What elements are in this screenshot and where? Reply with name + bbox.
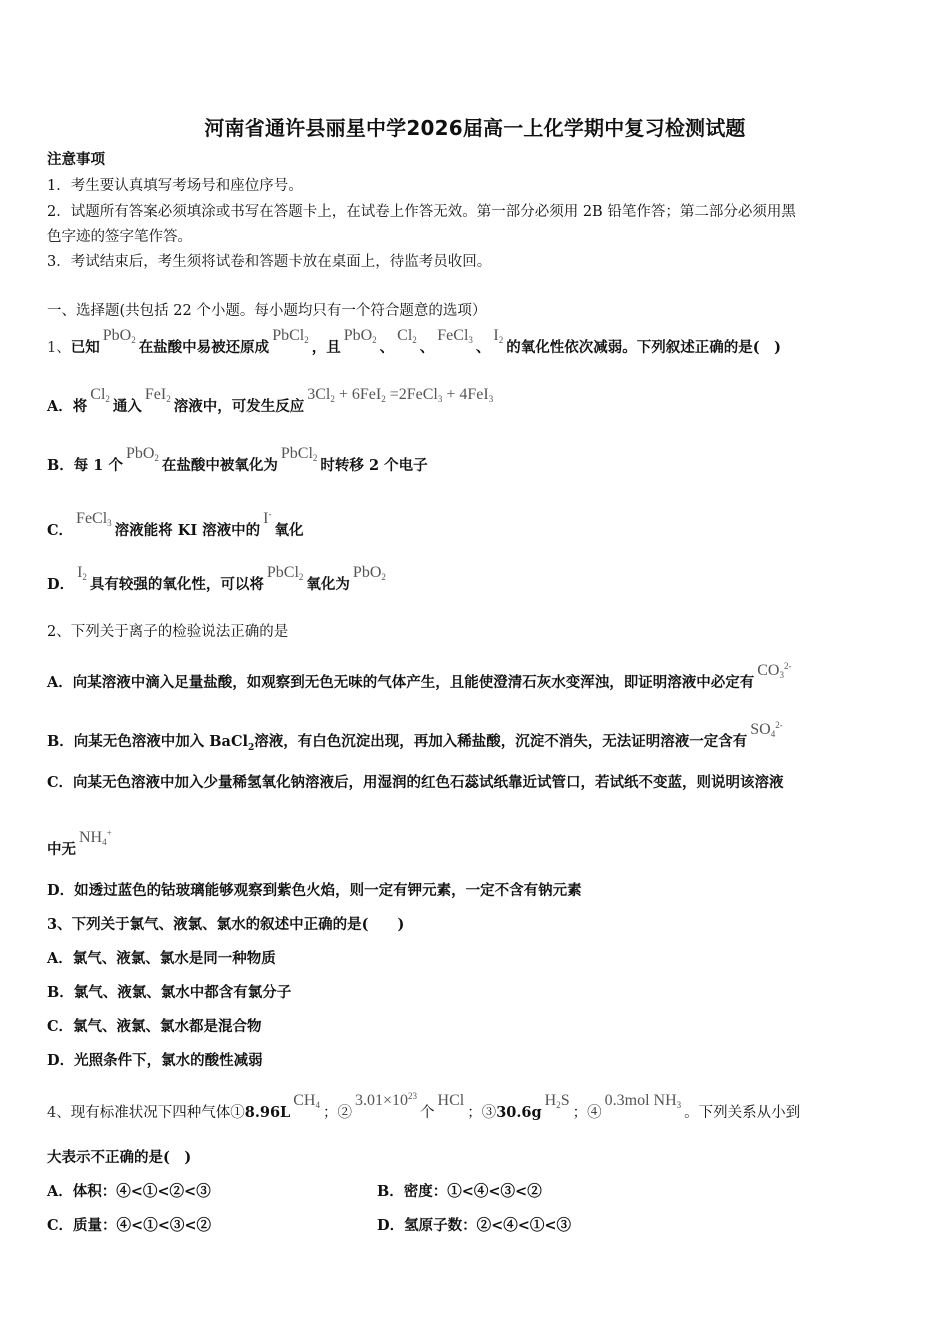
formula-pbo2: PbO$_2$ xyxy=(102,327,136,345)
page-title: 河南省通许县丽星中学2026届高一上化学期中复习检测试题 xyxy=(204,116,746,140)
formula-ammonium: $NH_4^+$ xyxy=(79,828,112,847)
q1-option-c[interactable]: C．FeCl$_3$ 溶液能将 KI 溶液中的I-氧化 xyxy=(47,509,304,539)
q1-option-b[interactable]: B．每 1 个PbO$_2$ 在盐酸中被氧化为PbCl$_2$ 时转移 2 个电子 xyxy=(47,445,428,474)
formula-ch4: $CH_4$ xyxy=(293,1092,320,1110)
q2-option-d[interactable]: D．如透过蓝色的钴玻璃能够观察到紫色火焰，则一定有钾元素，一定不含有钠元素 xyxy=(47,882,582,899)
q4-option-b[interactable]: B．密度：①<④<③<② xyxy=(377,1183,542,1200)
q4-option-d[interactable]: D．氢原子数：②<④<①<③ xyxy=(377,1217,572,1234)
q4-stem-cont: 大表示不正确的是( ) xyxy=(47,1149,192,1166)
q3-option-c[interactable]: C．氯气、液氯、氯水都是混合物 xyxy=(47,1018,262,1035)
section-heading: 一、选择题(共包括 22 个小题。每小题均只有一个符合题意的选项） xyxy=(47,303,487,319)
q3-option-b[interactable]: B．氯气、液氯、氯水中都含有氯分子 xyxy=(47,984,292,1001)
avogadro-quantity: $3.01\times 10^{23}$ xyxy=(354,1091,418,1109)
formula-pbo2: PbO$_2$ xyxy=(125,445,159,463)
q1-stem: 1、已知PbO$_2$ 在盐酸中易被还原成PbCl$_2$ ，且PbO$_2$ 、$Cl_2$ 、FeCl$_3$ 、$I_2$ 的氧化性依次减弱。下列叙述正确的是( ) xyxy=(47,327,781,356)
formula-cl2: $Cl_2$ xyxy=(397,327,417,345)
q3-option-d[interactable]: D．光照条件下，氯水的酸性减弱 xyxy=(47,1052,263,1069)
q2-stem: 2、下列关于离子的检验说法正确的是 xyxy=(47,624,289,640)
q4-option-a[interactable]: A．体积：④<①<②<③ xyxy=(47,1183,211,1200)
notice-heading: 注意事项 xyxy=(47,151,105,168)
formula-pbcl2: PbCl$_2$ xyxy=(266,564,304,582)
q1-option-a[interactable]: A．将$Cl_2$ 通入FeI$_2$ 溶液中，可发生反应$3Cl_2 + 6FeI_2$ =2FeCl$_3$ + 4FeI$_3$ xyxy=(47,386,494,415)
formula-fei2: FeI$_2$ xyxy=(144,386,171,404)
notice-item-2-cont: 色字迹的签字笔作答。 xyxy=(47,229,192,245)
formula-iodide-ion: I- xyxy=(263,509,272,527)
notice-item-2: 2．试题所有答案必须填涂或书写在答题卡上，在试卷上作答无效。第一部分必须用 2B 铅笔作答；第二部分必须用黑 xyxy=(47,204,796,220)
formula-cl2: $Cl_2$ xyxy=(90,386,110,404)
formula-h2s: $H_2S$ xyxy=(544,1092,570,1110)
formula-carbonate: $CO_3^{2-}$ xyxy=(757,661,792,680)
q2-option-c-cont: 中无$NH_4^+$ xyxy=(47,828,112,858)
q3-stem: 3、下列关于氯气、液氯、氯水的叙述中正确的是( ) xyxy=(47,916,405,933)
formula-pbo2: PbO$_2$ xyxy=(343,327,377,345)
q4-option-c[interactable]: C．质量：④<①<③<② xyxy=(47,1217,211,1234)
formula-pbo2: PbO$_2$ xyxy=(352,564,386,582)
formula-pbcl2: PbCl$_2$ xyxy=(280,445,318,463)
q1-option-d[interactable]: D．$I_2$ 具有较强的氧化性，可以将PbCl$_2$ 氧化为PbO$_2$ xyxy=(47,564,386,593)
formula-i2: $I_2$ xyxy=(77,564,87,582)
formula-nh3: 0.3mol $NH_3$ xyxy=(604,1092,682,1110)
formula-sulfate: $SO_4^{2-}$ xyxy=(750,720,783,739)
reaction-equation: $3Cl_2 + 6FeI_2$ =2FeCl$_3$ + 4FeI$_3$ xyxy=(307,386,494,404)
q2-option-c[interactable]: C．向某无色溶液中加入少量稀氢氧化钠溶液后，用湿润的红色石蕊试纸靠近试管口，若试纸不变蓝，则说明该溶液 xyxy=(47,774,784,791)
notice-item-3: 3．考试结束后，考生须将试卷和答题卡放在桌面上，待监考员收回。 xyxy=(47,254,492,270)
formula-fecl3: FeCl$_3$ xyxy=(76,510,112,528)
q4-stem: 4、现有标准状况下四种气体$①8.96LCH_4$ ；$②3.01\times 10^{23}$个HCl；$③30.6gH_2S$；④0.3mol $NH_3$ 。下列关系从小到 xyxy=(47,1091,801,1121)
q2-option-b[interactable]: B．向某无色溶液中加入 BaCl$_2$溶液，有白色沉淀出现，再加入稀盐酸，沉淀不消失，无法证明溶液一定含有$SO_4^{2-}$ xyxy=(47,720,783,753)
notice-item-1: 1．考生要认真填写考场号和座位序号。 xyxy=(47,178,303,194)
formula-hcl: HCl xyxy=(437,1092,465,1109)
formula-pbcl2: PbCl$_2$ xyxy=(272,327,309,345)
formula-i2: $I_2$ xyxy=(493,327,504,345)
formula-fecl3: FeCl$_3$ xyxy=(437,327,473,345)
q3-option-a[interactable]: A．氯气、液氯、氯水是同一种物质 xyxy=(47,950,276,967)
q2-option-a[interactable]: A．向某溶液中滴入足量盐酸，如观察到无色无味的气体产生，且能使澄清石灰水变浑浊，即证明溶液中必定有$CO_3^{2-}$ xyxy=(47,661,792,691)
